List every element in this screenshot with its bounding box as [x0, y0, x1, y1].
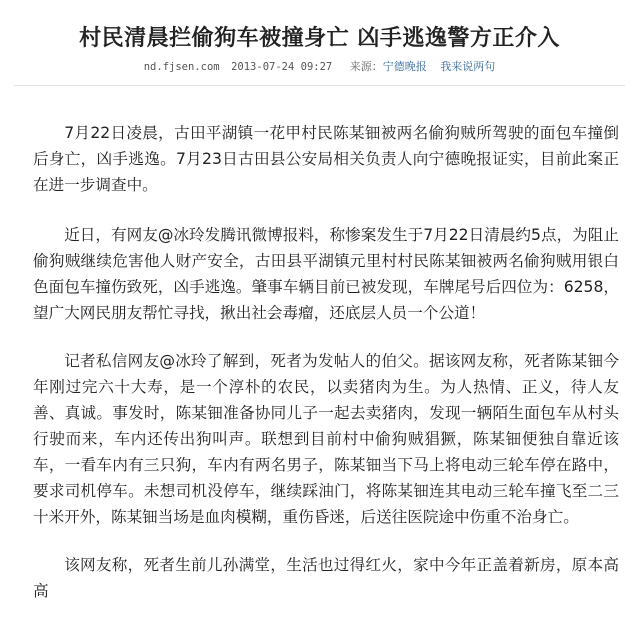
article-body: [33, 120, 619, 626]
publish-time: 2013-07-24 09:27: [231, 61, 333, 73]
source-label: 来源：: [349, 60, 383, 73]
meta-divider: [14, 85, 625, 86]
article-paragraph: 该网友称，死者生前儿孙满堂，生活也过得红火，家中今年正盖着新房，原本高高: [33, 556, 619, 600]
site-domain: nd.fjsen.com: [143, 61, 220, 73]
article-paragraph: 近日，有网友@冰玲发腾讯微博报料，称惨案发生于7月22日清晨约5点，为阻止偷狗贼继续危害他人财产安全，古田县平湖镇元里村村民陈某钿被两名偷狗贼用银白色面包车撞伤致死，凶手逃逸。肇事车辆目前已被发现，车牌尾号后四位为：6258，望广大网民朋友帮忙寻找，揪出社会毒瘤，还底层人员一个公道！: [33, 226, 619, 322]
comment-link[interactable]: 我来说两句: [440, 60, 496, 73]
article-meta: [0, 59, 639, 75]
source-link[interactable]: 宁德晚报: [382, 60, 427, 73]
article-headline: 村民清晨拦偷狗车被撞身亡 凶手逃逸警方正介入: [79, 25, 560, 51]
article-paragraph: 7月22日凌晨，古田平湖镇一花甲村民陈某钿被两名偷狗贼所驾驶的面包车撞倒后身亡，凶手逃逸。7月23日古田县公安局相关负责人向宁德晚报证实，目前此案正在进一步调查中。: [33, 124, 619, 194]
article-paragraph: 记者私信网友@冰玲了解到，死者为发帖人的伯父。据该网友称，死者陈某钿今年刚过完六十大寿，是一个淳朴的农民，以卖猪肉为生。为人热情、正义，待人友善、真诚。事发时，陈某钿准备协同儿子一起去卖猪肉，发现一辆陌生面包车从村头行驶而来，车内还传出狗叫声。联想到目前村中偷狗贼猖獗，陈某钿便独自靠近该车，一看车内有三只狗，车内有两名男子，陈某钿当下马上将电动三轮车停在路中，要求司机停车。未想司机没停车，继续踩油门，将陈某钿连其电动三轮车撞飞至二三十米开外，陈某钿当场是血肉模糊，重伤昏迷，后送往医院途中伤重不治身亡。: [33, 352, 619, 526]
